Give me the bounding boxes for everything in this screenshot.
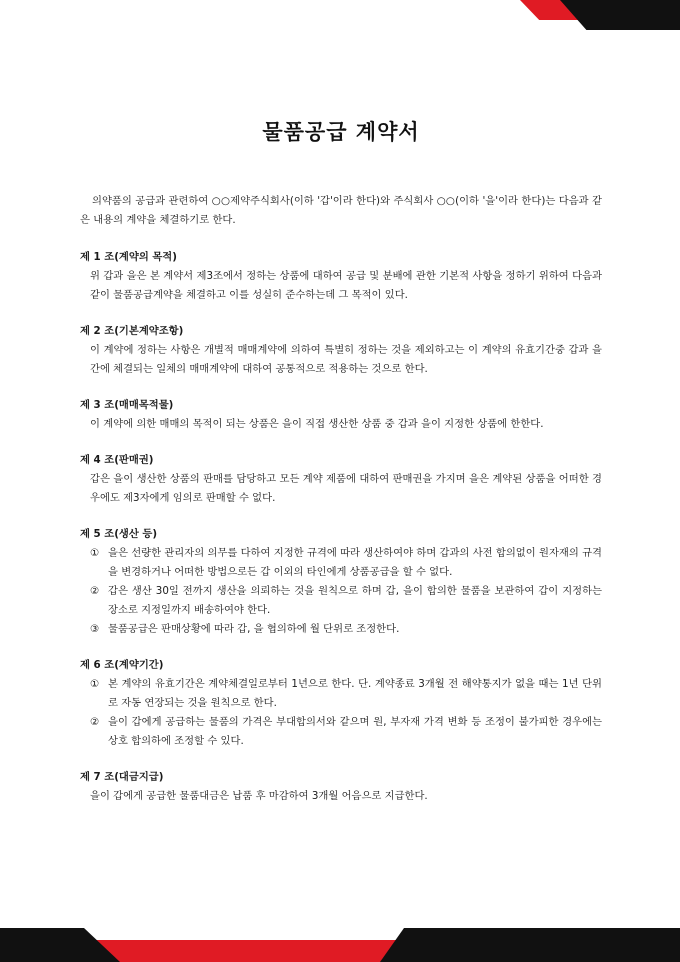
clause-item — [90, 582, 602, 620]
clause-list — [80, 675, 602, 751]
article-heading: 제 7 조(대금지급) — [80, 771, 164, 783]
article-3 — [80, 396, 602, 434]
article-text: 이 계약에 정하는 사항은 개별적 매매계약에 의하여 특별히 정하는 것을 제외하고는 이 계약의 유효기간중 갑과 을간에 체결되는 일체의 매매계약에 대하여 공통적으로 적용하는 것으로 한다. — [90, 344, 602, 375]
top-right-black-ribbon — [560, 0, 680, 30]
clause-item — [90, 713, 602, 751]
clause-number: ① — [90, 547, 100, 559]
bottom-left-black-ribbon — [0, 928, 120, 962]
article-heading: 제 5 조(생산 등) — [80, 528, 158, 540]
clause-text: 을이 갑에게 공급하는 물품의 가격은 부대합의서와 같으며 원, 부자재 가격 변화 등 조정이 불가피한 경우에는 상호 합의하에 조정할 수 있다. — [108, 716, 602, 747]
clause-text: 본 계약의 유효기간은 계약체결일로부터 1년으로 한다. 단. 계약종료 3개월 전 해약통지가 없을 때는 1년 단위로 자동 연장되는 것을 원칙으로 한다. — [108, 678, 602, 709]
document-body — [80, 116, 602, 823]
clause-item — [90, 675, 602, 713]
clause-text: 을은 선량한 관리자의 의무를 다하여 지정한 규격에 따라 생산하여야 하며 갑과의 사전 합의없이 원자재의 규격을 변경하거나 어떠한 방법으로든 갑 이외의 타인에게 상품공급을 할 수 없다. — [108, 547, 602, 578]
clause-item — [90, 620, 602, 639]
document-title: 물품공급 계약서 — [262, 120, 420, 144]
article-2 — [80, 322, 602, 379]
clause-list — [80, 544, 602, 639]
article-heading: 제 4 조(판매권) — [80, 454, 154, 466]
clause-number: ② — [90, 716, 100, 728]
article-heading: 제 2 조(기본계약조항) — [80, 325, 184, 337]
article-heading: 제 3 조(매매목적물) — [80, 399, 174, 411]
clause-item — [90, 544, 602, 582]
clause-text: 갑은 생산 30일 전까지 생산을 의뢰하는 것을 원칙으로 하며 갑, 을이 합의한 물품을 보관하여 갑이 지정하는 장소로 지정일까지 배송하여야 한다. — [108, 585, 602, 616]
article-text: 갑은 을이 생산한 상품의 판매를 담당하고 모든 계약 제품에 대하여 판매권을 가지며 을은 계약된 상품을 어떠한 경우에도 제3자에게 임의로 판매할 수 없다. — [90, 473, 602, 504]
clause-number: ② — [90, 585, 100, 597]
article-5 — [80, 525, 602, 639]
bottom-right-black-ribbon — [380, 928, 680, 962]
article-1 — [80, 248, 602, 305]
article-6 — [80, 656, 602, 751]
article-7 — [80, 768, 602, 806]
clause-text: 물품공급은 판매상황에 따라 갑, 을 협의하에 월 단위로 조정한다. — [108, 623, 400, 635]
intro-paragraph: 의약품의 공급과 관련하여 ○○제약주식회사(이하 '갑'이라 한다)와 주식회사 ○○(이하 '을'이라 한다)는 다음과 같은 내용의 계약을 체결하기로 한다. — [80, 195, 602, 226]
article-4 — [80, 451, 602, 508]
clause-number: ① — [90, 678, 100, 690]
article-heading: 제 1 조(계약의 목적) — [80, 251, 177, 263]
article-text: 이 계약에 의한 매매의 목적이 되는 상품은 을이 직접 생산한 상품 중 갑과 을이 지정한 상품에 한한다. — [90, 418, 544, 430]
article-heading: 제 6 조(계약기간) — [80, 659, 164, 671]
article-text: 위 갑과 을은 본 계약서 제3조에서 정하는 상품에 대하여 공급 및 분배에 관한 기본적 사항을 정하기 위하여 다음과 같이 물품공급계약을 체결하고 이를 성실히 준수하는데 그 목적이 있다. — [90, 270, 602, 301]
clause-number: ③ — [90, 623, 100, 635]
article-text: 을이 갑에게 공급한 물품대금은 납품 후 마감하여 3개월 어음으로 지급한다. — [90, 790, 428, 802]
